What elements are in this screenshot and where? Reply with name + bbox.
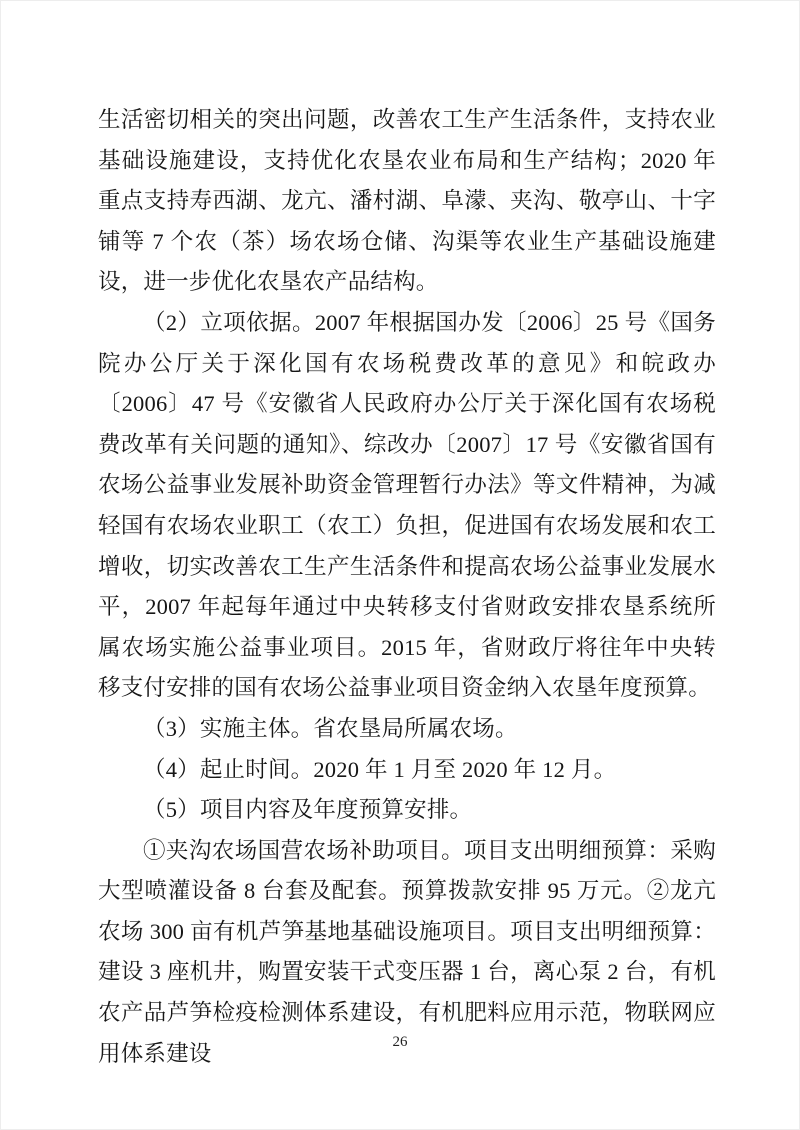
- paragraph-item-4-timeframe: （4）起止时间。2020 年 1 月至 2020 年 12 月。: [143, 756, 617, 782]
- page-text-block: [98, 100, 716, 1074]
- page-number: 26: [392, 1034, 408, 1050]
- paragraph-item-2-basis: （2）立项依据。2007 年根据国办发〔2006〕25 号《国务院办公厅关于深化国有农场税费改革的意见》和皖政办〔2006〕47 号《安徽省人民政府办公厅关于深化国有农场税费改革有关问题的通知》、综改办〔2007〕17 号《安徽省国有农场公益事业发展补助资金管理暂行办法》等文件精神，为减轻国有农场农业职工（农工）负担，促进国有农场发展和农工增收，切实改善农工生产生活条件和提高农场公益事业发展水平，2007 年起每年通过中央转移支付省财政安排农垦系统所属农场实施公益事业项目。2015 年，省财政厅将往年中央转移支付安排的国有农场公益事业项目资金纳入农垦年度预算。: [98, 309, 716, 701]
- paragraph-project-details: ①夹沟农场国营农场补助项目。项目支出明细预算：采购大型喷灌设备 8 台套及配套。预算拨款安排 95 万元。②龙亢农场 300 亩有机芦笋基地基础设施项目。项目支出明细预算：建设 3 座机井，购置安装干式变压器 1 台，离心泵 2 台，有机农产品芦笋检疫检测体系建设，有机肥料应用示范，物联网应用体系建设: [98, 837, 716, 1066]
- paragraph-item-5-budget-heading: （5）项目内容及年度预算安排。: [143, 797, 473, 823]
- paragraph-item-3-implementer: （3）实施主体。省农垦局所属农场。: [143, 715, 518, 741]
- paragraph-continuation: 生活密切相关的突出问题，改善农工生产生活条件，支持农业基础设施建设，支持优化农垦农业布局和生产结构；2020 年重点支持寿西湖、龙亢、潘村湖、阜濛、夹沟、敬亭山、十字铺等 7 个农（茶）场农场仓储、沟渠等农业生产基础设施建设，进一步优化农垦农产品结构。: [98, 107, 716, 295]
